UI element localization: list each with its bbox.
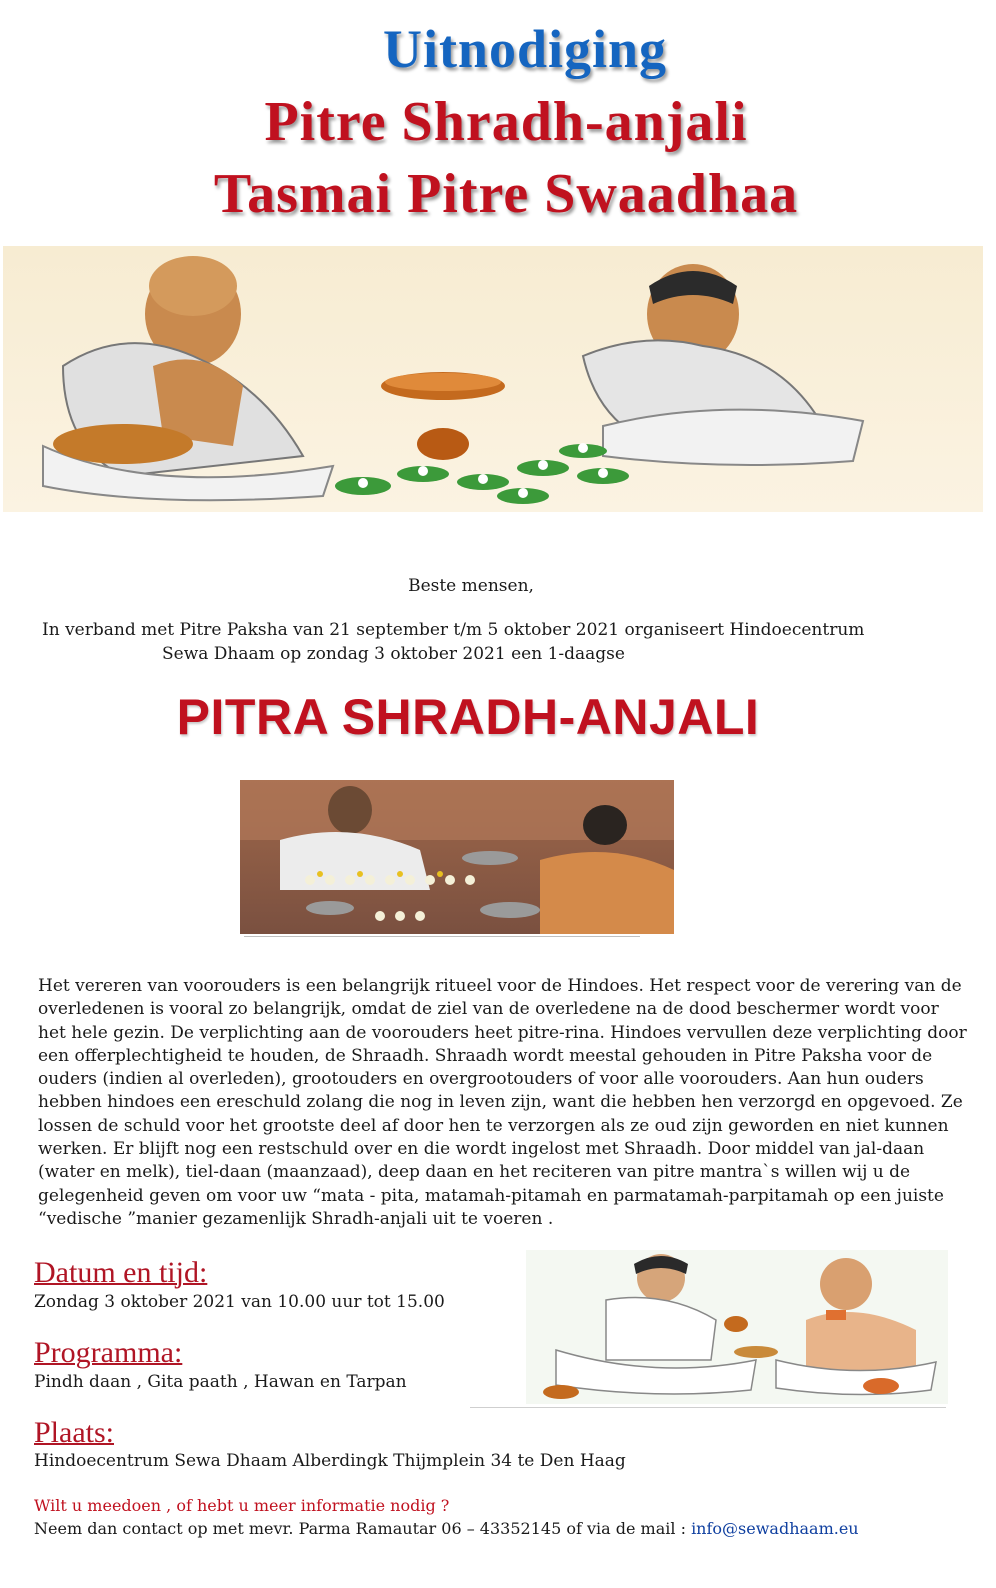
body-line: lossen de schuld voor het grootste deel af door hen te verzorgen als ze oud zijn geworden en niet kunnen [38, 1115, 949, 1136]
illustration-divider [470, 1407, 946, 1408]
body-line: gelegenheid geven om voor uw “mata - pita, matamah-pitamah en parmatamah-parpitamah op een juiste [38, 1185, 944, 1206]
invitation-title: Uitnodiging [382, 19, 668, 79]
date-text: Zondag 3 oktober 2021 van 10.00 uur tot 15.00 [34, 1292, 445, 1312]
email-link[interactable]: info@sewadhaam.eu [691, 1519, 859, 1538]
date-heading: Datum en tijd: [34, 1256, 208, 1289]
event-headline: PITRA SHRADH-ANJALI [176, 689, 760, 745]
body-line: Het vereren van voorouders is een belangrijk ritueel voor de Hindoes. Het respect voor de verering van de [38, 976, 962, 996]
event-subtitle: Pitre Shradh-anjali [264, 91, 748, 153]
contact-line [34, 1519, 859, 1538]
body-line: overledenen is vooral zo belangrijk, omdat de ziel van de overledene na de dood beschermer wordt voor [38, 999, 939, 1020]
body-line: het hele gezin. De verplichting aan de voorouders heet pitre-rina. Hindoes vervullen deze verplichting door [38, 1022, 967, 1043]
body-line: “vedische ”manier gezamenlijk Shradh-anjali uit te voeren . [38, 1208, 554, 1229]
body-line: (water en melk), tiel-daan (maanzaad), deep daan en het reciteren van pitre mantra`s willen wij u de [38, 1162, 911, 1183]
program-heading: Programma: [34, 1336, 183, 1369]
body-paragraph [38, 975, 967, 1231]
body-line: een offerplechtigheid te houden, de Shraadh. Shraadh wordt meestal gehouden in Pitre Paksha voor de [38, 1045, 933, 1066]
program-text: Pindh daan , Gita paath , Hawan en Tarpan [34, 1372, 407, 1392]
ritual-photo [240, 780, 674, 934]
offering-illustration [526, 1250, 948, 1404]
contact-question: Wilt u meedoen , of hebt u meer informatie nodig ? [34, 1496, 450, 1515]
greeting: Beste mensen, [408, 576, 534, 596]
contact-text: Neem dan contact op met mevr. Parma Ramautar 06 – 43352145 of via de mail : [34, 1519, 692, 1538]
mantra-subtitle: Tasmai Pitre Swaadhaa [213, 163, 799, 225]
shraadh-ritual-illustration [3, 246, 983, 512]
body-line: werken. Er blijft nog een restschuld over en die wordt ingelost met Shraadh. Door middel van jal-daan [38, 1139, 925, 1160]
place-heading: Plaats: [34, 1416, 114, 1449]
photo-divider [244, 936, 640, 937]
intro-line-1: In verband met Pitre Paksha van 21 september t/m 5 oktober 2021 organiseert Hindoecentrum [42, 620, 865, 640]
intro-line-2: Sewa Dhaam op zondag 3 oktober 2021 een 1-daagse [162, 644, 625, 664]
place-text: Hindoecentrum Sewa Dhaam Alberdingk Thijmplein 34 te Den Haag [34, 1451, 626, 1471]
body-line: hebben hindoes een ereschuld zolang die nog in leven zijn, want die hebben hen verzorgd en opgevoed. Ze [38, 1092, 963, 1113]
body-line: ouders (indien al overleden), grootouders en overgrootouders of voor alle voorouders. Aan hun ouders [38, 1069, 924, 1090]
